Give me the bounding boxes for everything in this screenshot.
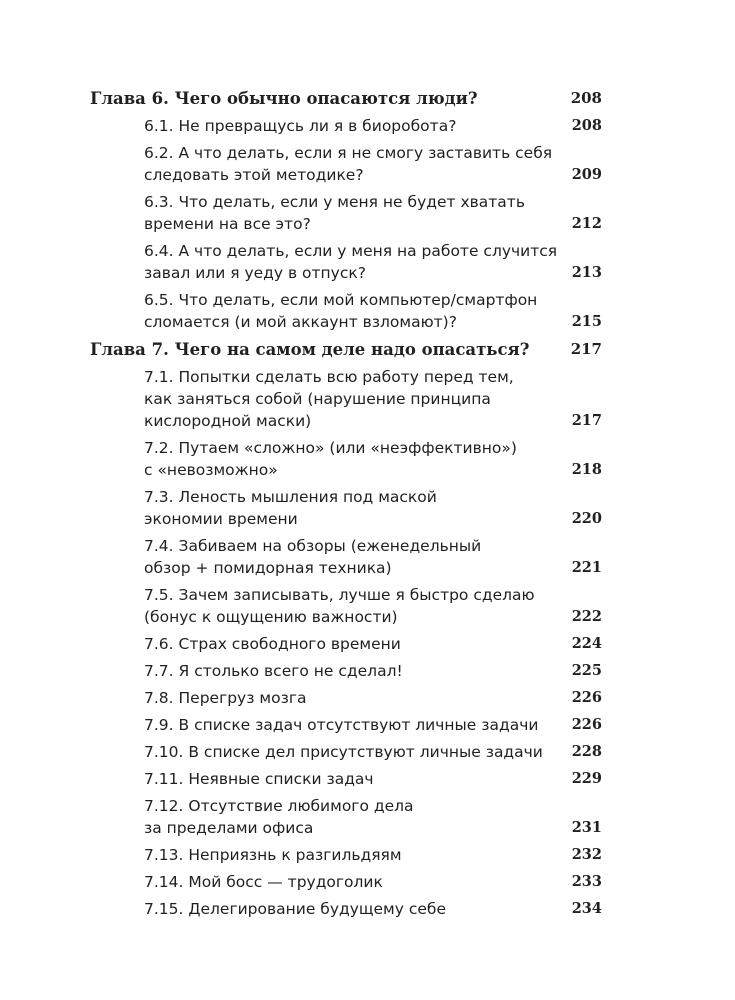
toc-entry — [90, 871, 602, 893]
toc-entry — [90, 795, 602, 839]
toc-entry — [90, 714, 602, 736]
toc-entry-line: 6.2. А что делать, если я не смогу заставить себя — [144, 144, 553, 162]
toc-entry-title — [90, 289, 537, 333]
toc-entry-line: времени на все это? — [144, 215, 311, 233]
toc-entry-title — [90, 633, 401, 655]
toc-entry-page-number: 225 — [571, 662, 602, 679]
toc-entry — [90, 486, 602, 530]
toc-entry — [90, 191, 602, 235]
toc-entry-page-number: 218 — [571, 461, 602, 478]
toc-entry — [90, 898, 602, 920]
toc-entry-line: 7.8. Перегруз мозга — [144, 689, 307, 707]
toc-entry-title — [90, 871, 383, 893]
toc-entry-line: как заняться собой (нарушение принципа — [144, 390, 491, 408]
toc-entry-title — [90, 486, 437, 530]
toc-entry-line: экономии времени — [144, 510, 298, 528]
toc-entry — [90, 289, 602, 333]
toc-entry-title — [90, 768, 374, 790]
toc-entry — [90, 240, 602, 284]
toc-entry-line: 7.15. Делегирование будущему себе — [144, 900, 447, 918]
toc-entry-title — [90, 660, 403, 682]
toc-entry-title — [90, 714, 538, 736]
chapter-heading — [90, 87, 602, 110]
toc-entry — [90, 844, 602, 866]
chapter-page-number: 208 — [570, 89, 602, 107]
toc-entry-title — [90, 535, 481, 579]
toc-entry-line: 7.9. В списке задач отсутствуют личные задачи — [144, 716, 539, 734]
toc-entry-title — [90, 898, 446, 920]
toc-entry-line: завал или я уеду в отпуск? — [144, 264, 366, 282]
toc-entry-line: следовать этой методике? — [144, 166, 364, 184]
toc-entry-title — [90, 240, 557, 284]
toc-entry-title — [90, 437, 517, 481]
toc-entry-title — [90, 584, 535, 628]
toc-entry — [90, 535, 602, 579]
toc-entry — [90, 768, 602, 790]
toc-entry-line: 6.1. Не превращусь ли я в биоробота? — [144, 117, 457, 135]
chapter-title: Глава 7. Чего на самом деле надо опасаться? — [90, 340, 530, 359]
toc-entry-page-number: 229 — [571, 770, 602, 787]
toc-entry — [90, 741, 602, 763]
toc-entry-title — [90, 687, 306, 709]
toc-entry-page-number: 232 — [571, 846, 602, 863]
toc-entry-page-number: 226 — [571, 689, 602, 706]
toc-entry — [90, 437, 602, 481]
toc-entry — [90, 584, 602, 628]
toc-entry-line: за пределами офиса — [144, 819, 314, 837]
chapter-title: Глава 6. Чего обычно опасаются люди? — [90, 89, 478, 108]
toc-entry-page-number: 234 — [571, 900, 602, 917]
toc-entry — [90, 366, 602, 432]
toc-entry-page-number: 233 — [571, 873, 602, 890]
toc-entry-line: (бонус к ощущению важности) — [144, 608, 398, 626]
toc-entry-line: обзор + помидорная техника) — [144, 559, 392, 577]
toc-entry-page-number: 228 — [571, 743, 602, 760]
toc-entry-line: 7.3. Леность мышления под маской — [144, 488, 437, 506]
toc-entry-page-number: 209 — [571, 166, 602, 183]
toc-entry-line: 7.10. В списке дел присутствуют личные задачи — [144, 743, 543, 761]
toc-entry — [90, 115, 602, 137]
toc-entry-page-number: 208 — [571, 117, 602, 134]
toc-entry-line: 7.11. Неявные списки задач — [144, 770, 374, 788]
toc-entry-line: 7.13. Неприязнь к разгильдяям — [144, 846, 402, 864]
toc-entry-page-number: 217 — [571, 412, 602, 429]
toc-entry — [90, 660, 602, 682]
toc-entry-line: 7.7. Я столько всего не сделал! — [144, 662, 403, 680]
toc-entry-title — [90, 115, 456, 137]
toc-entry-page-number: 224 — [571, 635, 602, 652]
toc-entry-line: 7.6. Страх свободного времени — [144, 635, 401, 653]
toc-entry-line: с «невозможно» — [144, 461, 278, 479]
toc-entry-page-number: 222 — [571, 608, 602, 625]
toc-entry-title — [90, 366, 514, 432]
toc-entry — [90, 633, 602, 655]
toc-entry-line: 6.4. А что делать, если у меня на работе случится — [144, 242, 558, 260]
toc-entry-line: 7.12. Отсутствие любимого дела — [144, 797, 414, 815]
toc-entry-page-number: 220 — [571, 510, 602, 527]
toc-entry-line: 7.1. Попытки сделать всю работу перед тем, — [144, 368, 514, 386]
toc-entry-line: кислородной маски) — [144, 412, 312, 430]
toc-entry-page-number: 213 — [571, 264, 602, 281]
toc-entry-line: 7.14. Мой босс — трудоголик — [144, 873, 383, 891]
toc-entry-page-number: 226 — [571, 716, 602, 733]
toc-entry-line: 6.3. Что делать, если у меня не будет хватать — [144, 193, 525, 211]
toc-entry-page-number: 231 — [571, 819, 602, 836]
toc-entry-title — [90, 191, 525, 235]
toc-entry-line: сломается (и мой аккаунт взломают)? — [144, 313, 457, 331]
toc-entry-page-number: 215 — [571, 313, 602, 330]
toc-entry-line: 7.4. Забиваем на обзоры (еженедельный — [144, 537, 482, 555]
toc-entry-title — [90, 844, 402, 866]
toc-entry-title — [90, 741, 543, 763]
toc-entry-page-number: 221 — [571, 559, 602, 576]
toc-entry — [90, 142, 602, 186]
toc-entry-title — [90, 795, 414, 839]
toc-entry-line: 7.5. Зачем записывать, лучше я быстро сделаю — [144, 586, 535, 604]
chapter-heading — [90, 338, 602, 361]
table-of-contents — [90, 87, 602, 925]
toc-entry-title — [90, 142, 552, 186]
toc-entry-line: 7.2. Путаем «сложно» (или «неэффективно») — [144, 439, 517, 457]
toc-entry-page-number: 212 — [571, 215, 602, 232]
toc-entry-line: 6.5. Что делать, если мой компьютер/смартфон — [144, 291, 538, 309]
toc-entry — [90, 687, 602, 709]
chapter-page-number: 217 — [570, 340, 602, 358]
